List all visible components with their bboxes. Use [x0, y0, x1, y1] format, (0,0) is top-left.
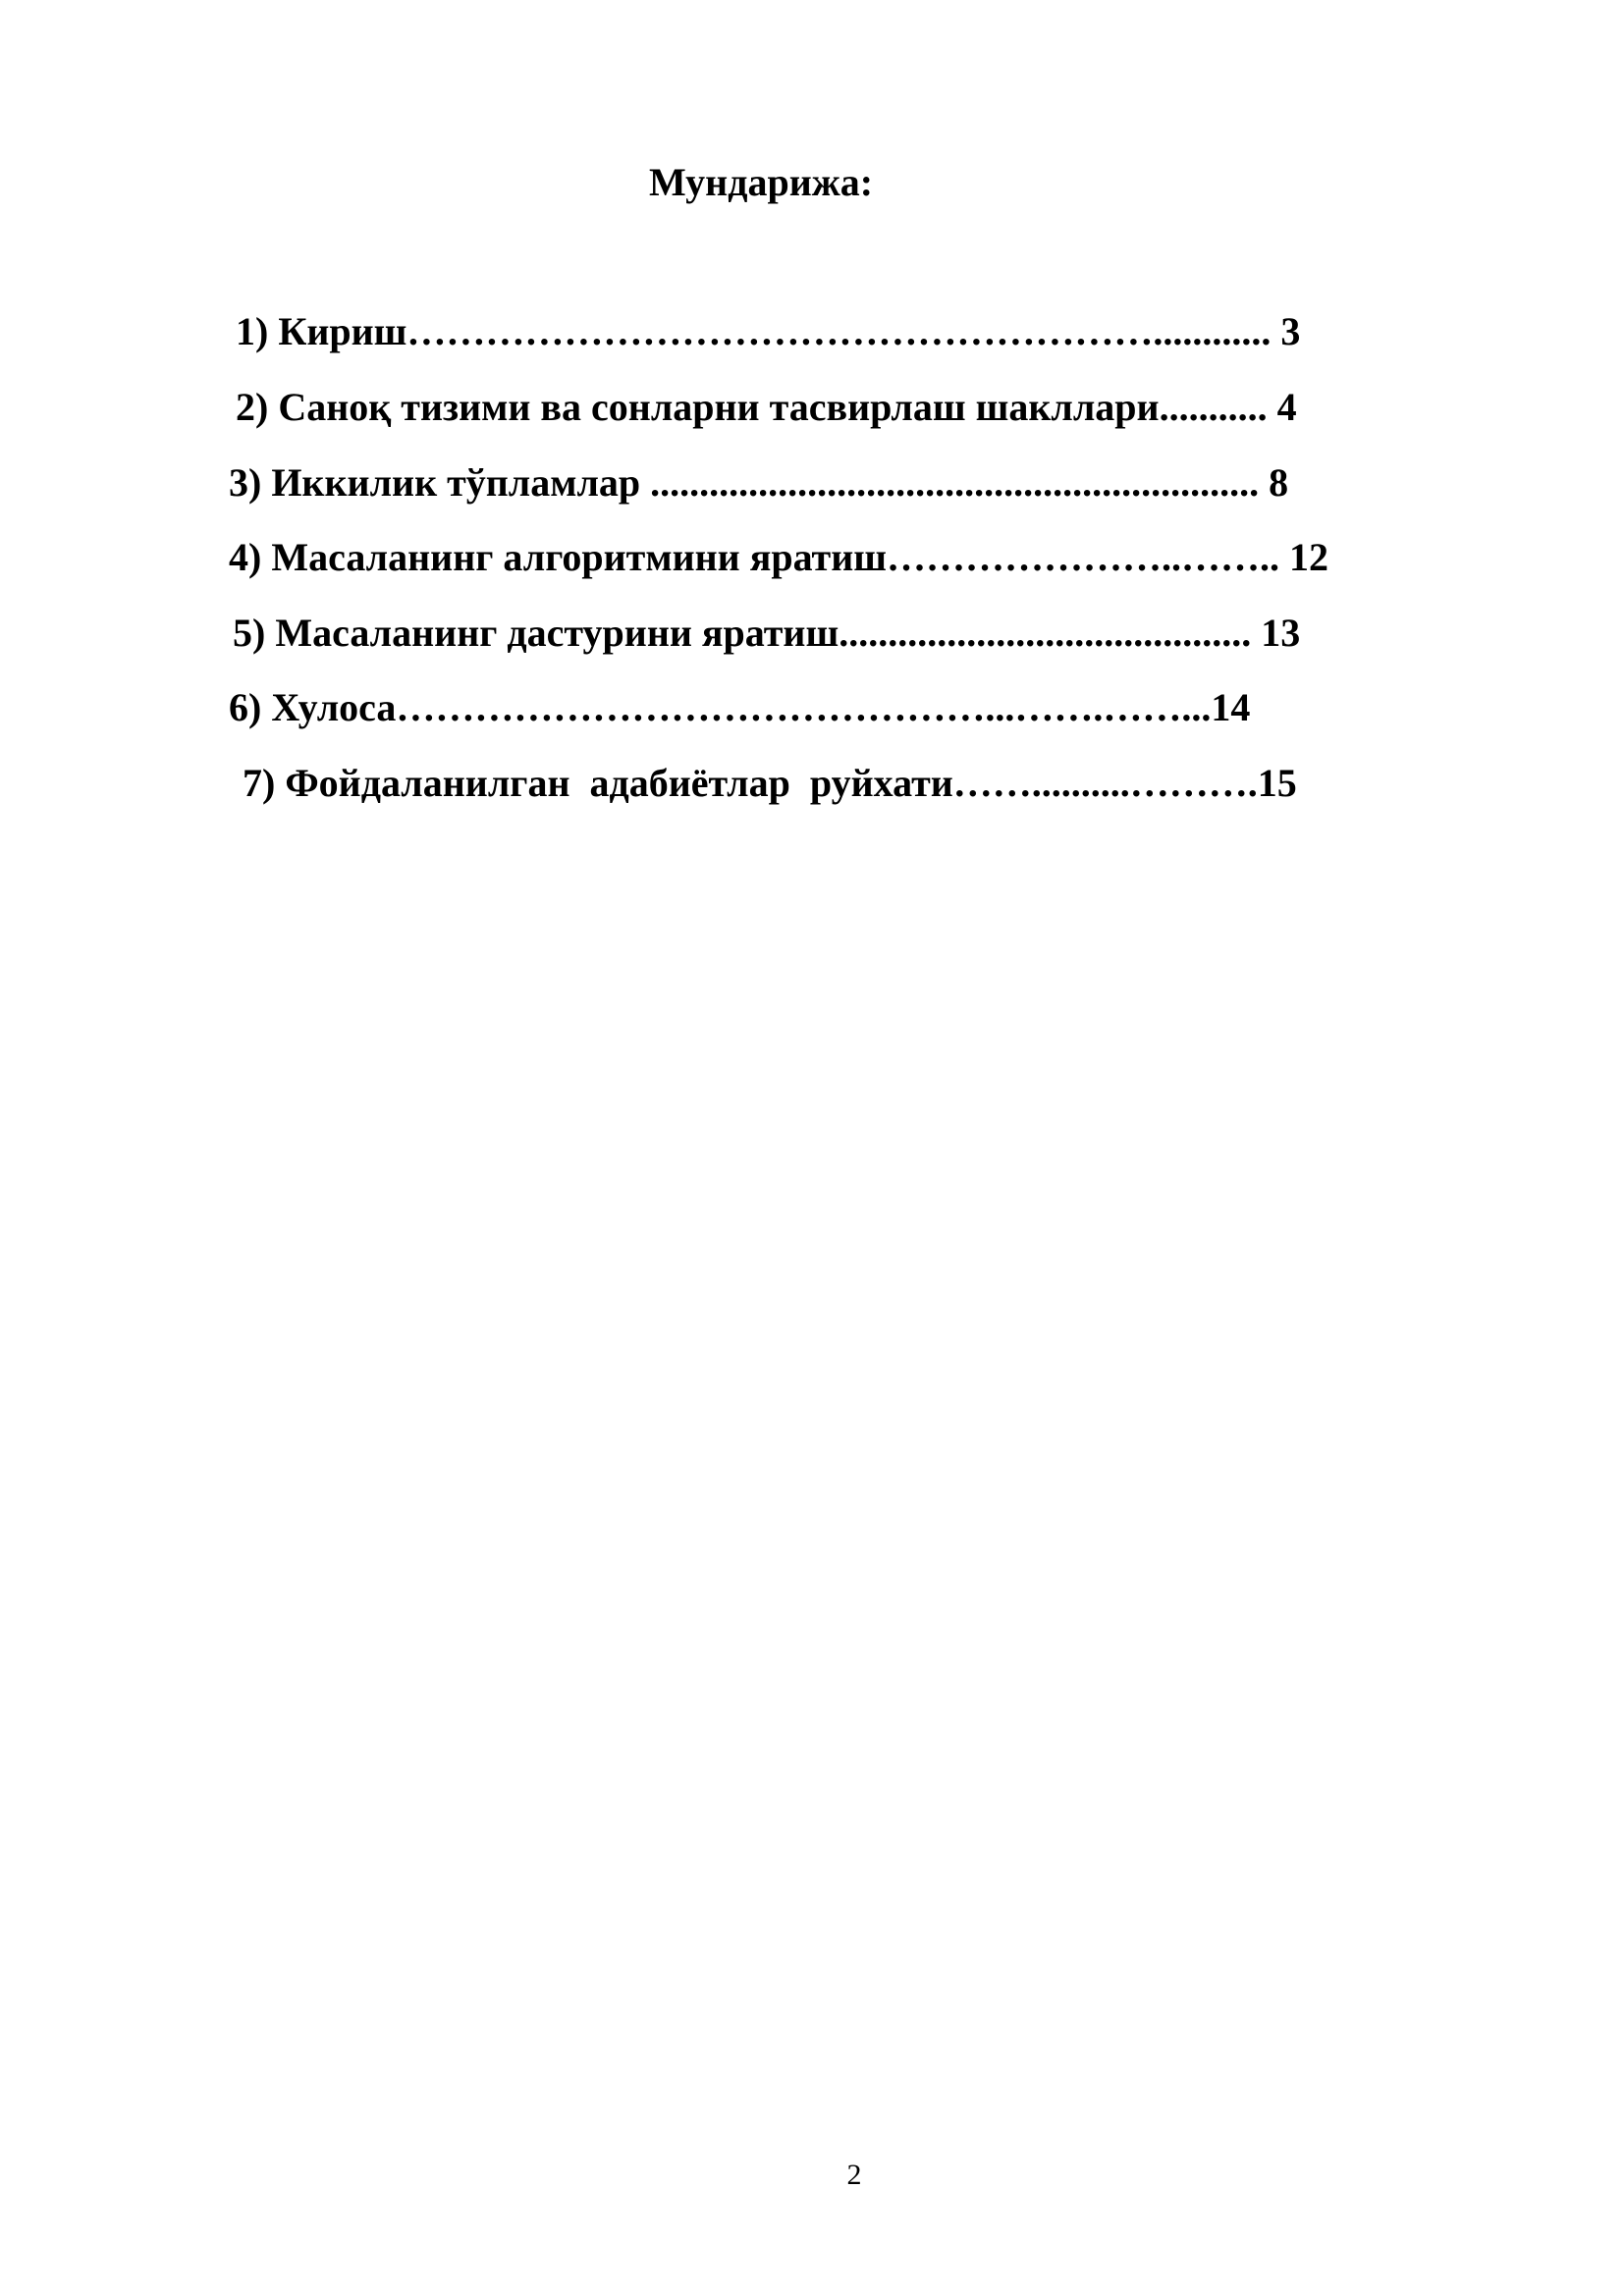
toc-entry-number-systems: 2) Саноқ тизими ва сонларни тасвирлаш шакллари........... 4 — [236, 385, 1297, 429]
page-number: 2 — [846, 2159, 862, 2191]
toc-entry-binary-sets: 3) Иккилик тўпламлар .............................................................. 8 — [229, 460, 1289, 505]
toc-entry-introduction: 1) Кириш…………………………………………………............ 3 — [236, 309, 1301, 353]
toc-entry-conclusion: 6) Хулоса………………………………………...…….……...14 — [229, 685, 1251, 729]
toc-entry-program: 5) Масаланинг дастурини яратиш.......................................... 13 — [233, 611, 1301, 655]
toc-entry-algorithm: 4) Масаланинг алгоритмини яратиш…………………..…….. 12 — [229, 535, 1329, 579]
toc-entry-references: 7) Фойдаланилган адабиётлар руйхати……..........……….15 — [243, 761, 1297, 805]
toc-title: Мундарижа: — [648, 160, 874, 204]
